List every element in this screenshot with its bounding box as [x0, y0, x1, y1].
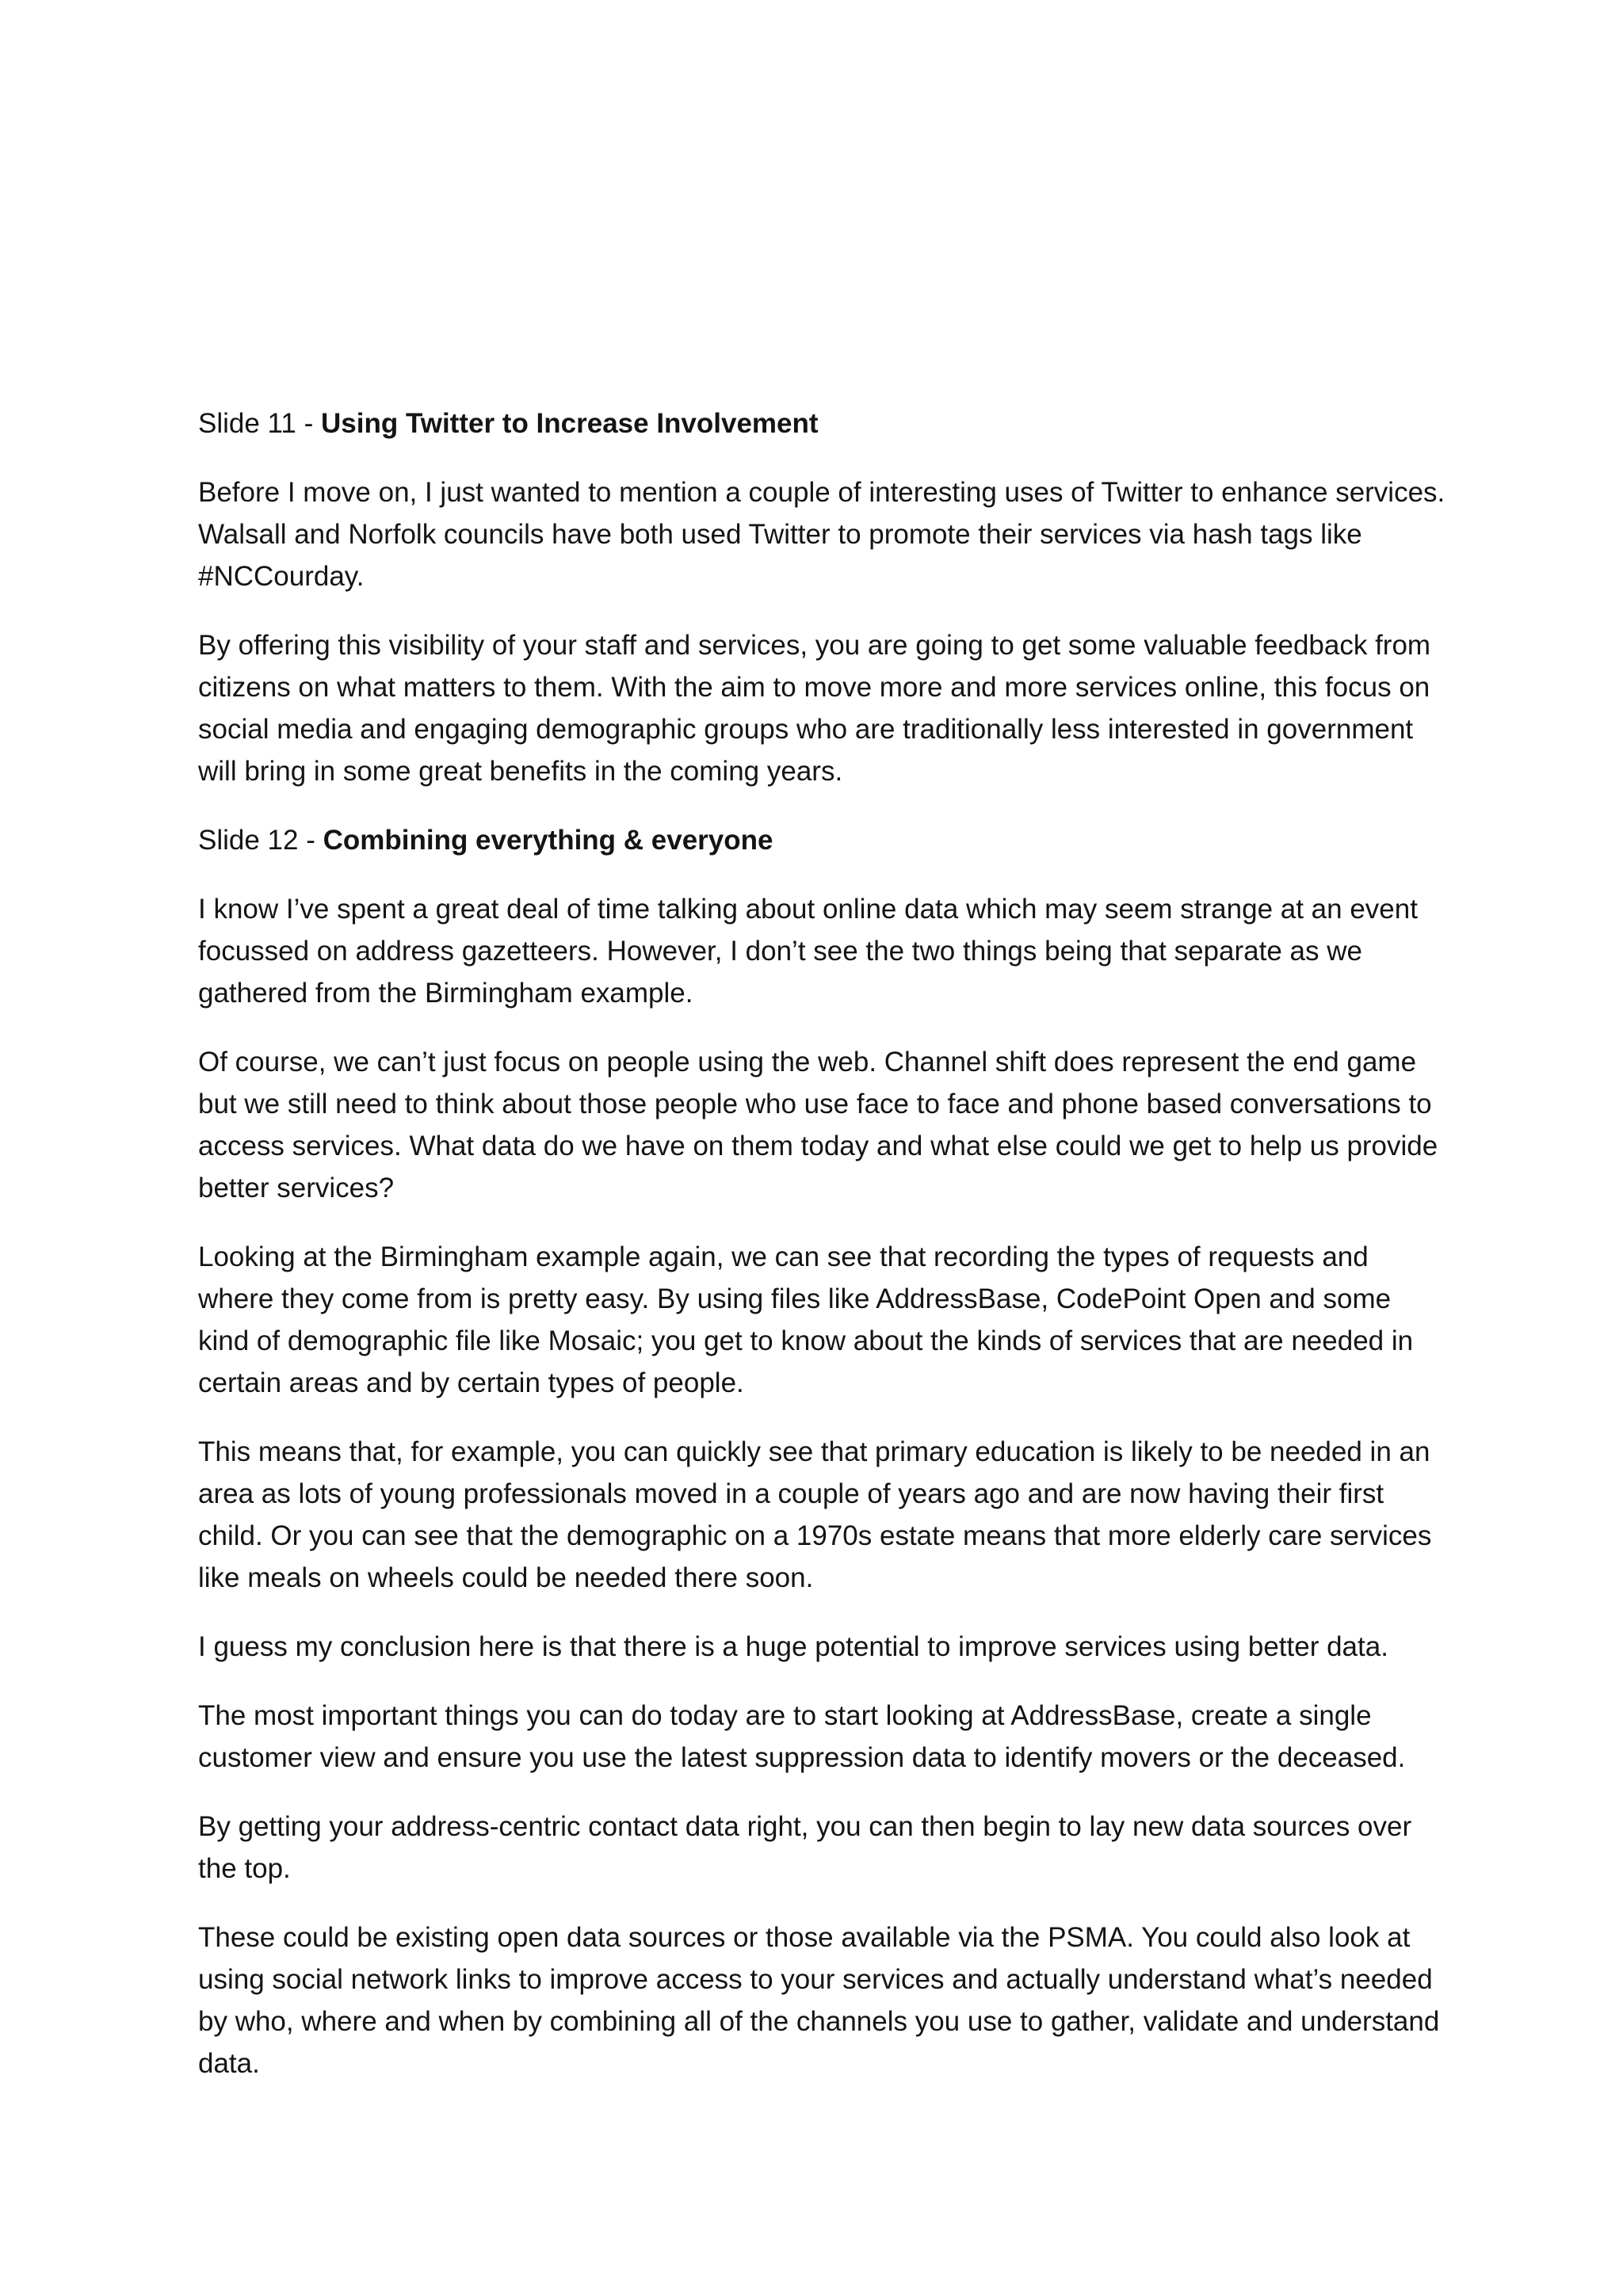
paragraph: The most important things you can do today are to start looking at AddressBase, create a single customer view and ensure you use the latest suppression data to identify movers or the deceased.	[198, 1700, 1406, 1773]
slide-12-title: Combining everything & everyone	[323, 825, 773, 856]
paragraph: This means that, for example, you can quickly see that primary education is likely to be needed in an area as lots of young professionals moved in a couple of years ago and are now having their first child. Or you can see that the demographic on a 1970s estate means that more elderly care services like meals on wheels could be needed there soon.	[198, 1436, 1432, 1593]
paragraph: By offering this visibility of your staff and services, you are going to get some valuable feedback from citizens on what matters to them. With the aim to move more and more services online, this focus on social media and engaging demographic groups who are traditionally less interested in government will bring in some great benefits in the coming years.	[198, 630, 1431, 787]
paragraph: These could be existing open data sources or those available via the PSMA. You could also look at using social network links to improve access to your services and actually understand what’s needed by who, where and when by combining all of the channels you use to gather, validate and understand data.	[198, 1922, 1440, 2079]
slide-11-title: Using Twitter to Increase Involvement	[321, 408, 819, 439]
paragraph: Before I move on, I just wanted to mention a couple of interesting uses of Twitter to enhance services. Walsall and Norfolk councils have both used Twitter to promote their services via hash tags like #NCCourday.	[198, 477, 1445, 592]
slide-11-prefix: Slide 11 -	[198, 408, 321, 439]
paragraph: I guess my conclusion here is that there is a huge potential to improve services using better data.	[198, 1631, 1388, 1662]
paragraph: I know I’ve spent a great deal of time talking about online data which may seem strange at an event focussed on address gazetteers. However, I don’t see the two things being that separate as we gathered from the Birmingham example.	[198, 894, 1418, 1009]
document-page	[198, 402, 1446, 2111]
paragraph: By getting your address-centric contact data right, you can then begin to lay new data sources over the top.	[198, 1811, 1412, 1884]
slide-12-heading	[198, 819, 1446, 861]
paragraph: Of course, we can’t just focus on people using the web. Channel shift does represent the end game but we still need to think about those people who use face to face and phone based conversations to access services. What data do we have on them today and what else could we get to help us provide better services?	[198, 1047, 1438, 1203]
slide-12-prefix: Slide 12 -	[198, 825, 323, 856]
paragraph: Looking at the Birmingham example again, we can see that recording the types of requests and where they come from is pretty easy. By using files like AddressBase, CodePoint Open and some kind of demographic file like Mosaic; you get to know about the kinds of services that are needed in certain areas and by certain types of people.	[198, 1241, 1414, 1398]
slide-11-heading	[198, 402, 1446, 444]
